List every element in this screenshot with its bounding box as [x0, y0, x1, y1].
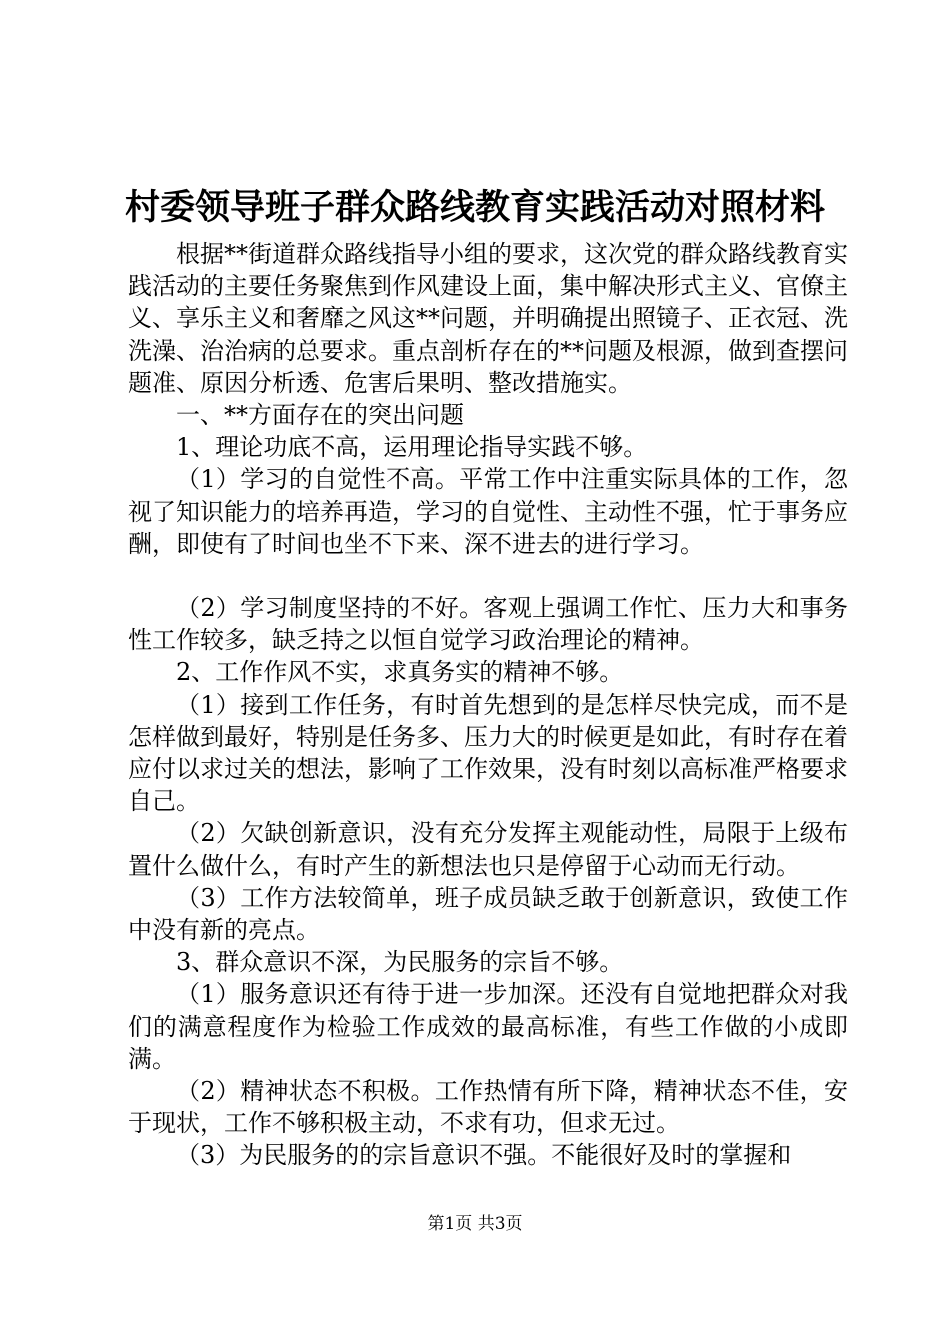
subheading-3: 3、群众意识不深，为民服务的宗旨不够。 [176, 948, 624, 977]
paragraph-1-2: （2）学习制度坚持的不好。客观上强调工作忙、压力大和事务性工作较多，缺乏持之以恒自觉学习政治理论的精神。 [128, 594, 848, 655]
paragraph-2-1: （1）接到工作任务，有时首先想到的是怎样尽快完成，而不是怎样做到最好，特别是任务多、压力大的时候更是如此，有时存在着应付以求过关的想法，影响了工作效果，没有时刻以高标准严格要求自己。 [128, 690, 848, 816]
paragraph-2-2: （2）欠缺创新意识，没有充分发挥主观能动性，局限于上级布置什么做什么，有时产生的新想法也只是停留于心动而无行动。 [128, 819, 848, 880]
paragraph-1-1: （1）学习的自觉性不高。平常工作中注重实际具体的工作，忽视了知识能力的培养再造，学习的自觉性、主动性不强，忙于事务应酬，即使有了时间也坐不下来、深不进去的进行学习。 [128, 465, 848, 558]
subheading-2: 2、工作作风不实，求真务实的精神不够。 [176, 658, 624, 687]
document-title: 村委领导班子群众路线教育实践活动对照材料 [124, 187, 825, 228]
section-heading-1: 一、**方面存在的突出问题 [176, 401, 464, 430]
paragraph-3-1: （1）服务意识还有待于进一步加深。还没有自觉地把群众对我们的满意程度作为检验工作成效的最高标准，有些工作做的小成即满。 [128, 980, 848, 1073]
paragraph-3-3: （3）为民服务的的宗旨意识不强。不能很好及时的掌握和 [176, 1141, 792, 1170]
paragraph-3-2: （2）精神状态不积极。工作热情有所下降，精神状态不佳，安于现状，工作不够积极主动，不求有功，但求无过。 [128, 1077, 848, 1138]
paragraph-intro: 根据**街道群众路线指导小组的要求，这次党的群众路线教育实践活动的主要任务聚焦到作风建设上面，集中解决形式主义、官僚主义、享乐主义和奢靡之风这**问题，并明确提出照镜子、正衣冠、洗洗澡、治治病的总要求。重点剖析存在的**问题及根源，做到查摆问题准、原因分析透、危害后果明、整改措施实。 [128, 240, 848, 397]
document-body [128, 238, 848, 1172]
page-footer: 第1页 共3页 [427, 1214, 523, 1234]
paragraph-2-3: （3）工作方法较简单，班子成员缺乏敢于创新意识，致使工作中没有新的亮点。 [128, 883, 848, 945]
subheading-1: 1、理论功底不高，运用理论指导实践不够。 [176, 433, 648, 462]
